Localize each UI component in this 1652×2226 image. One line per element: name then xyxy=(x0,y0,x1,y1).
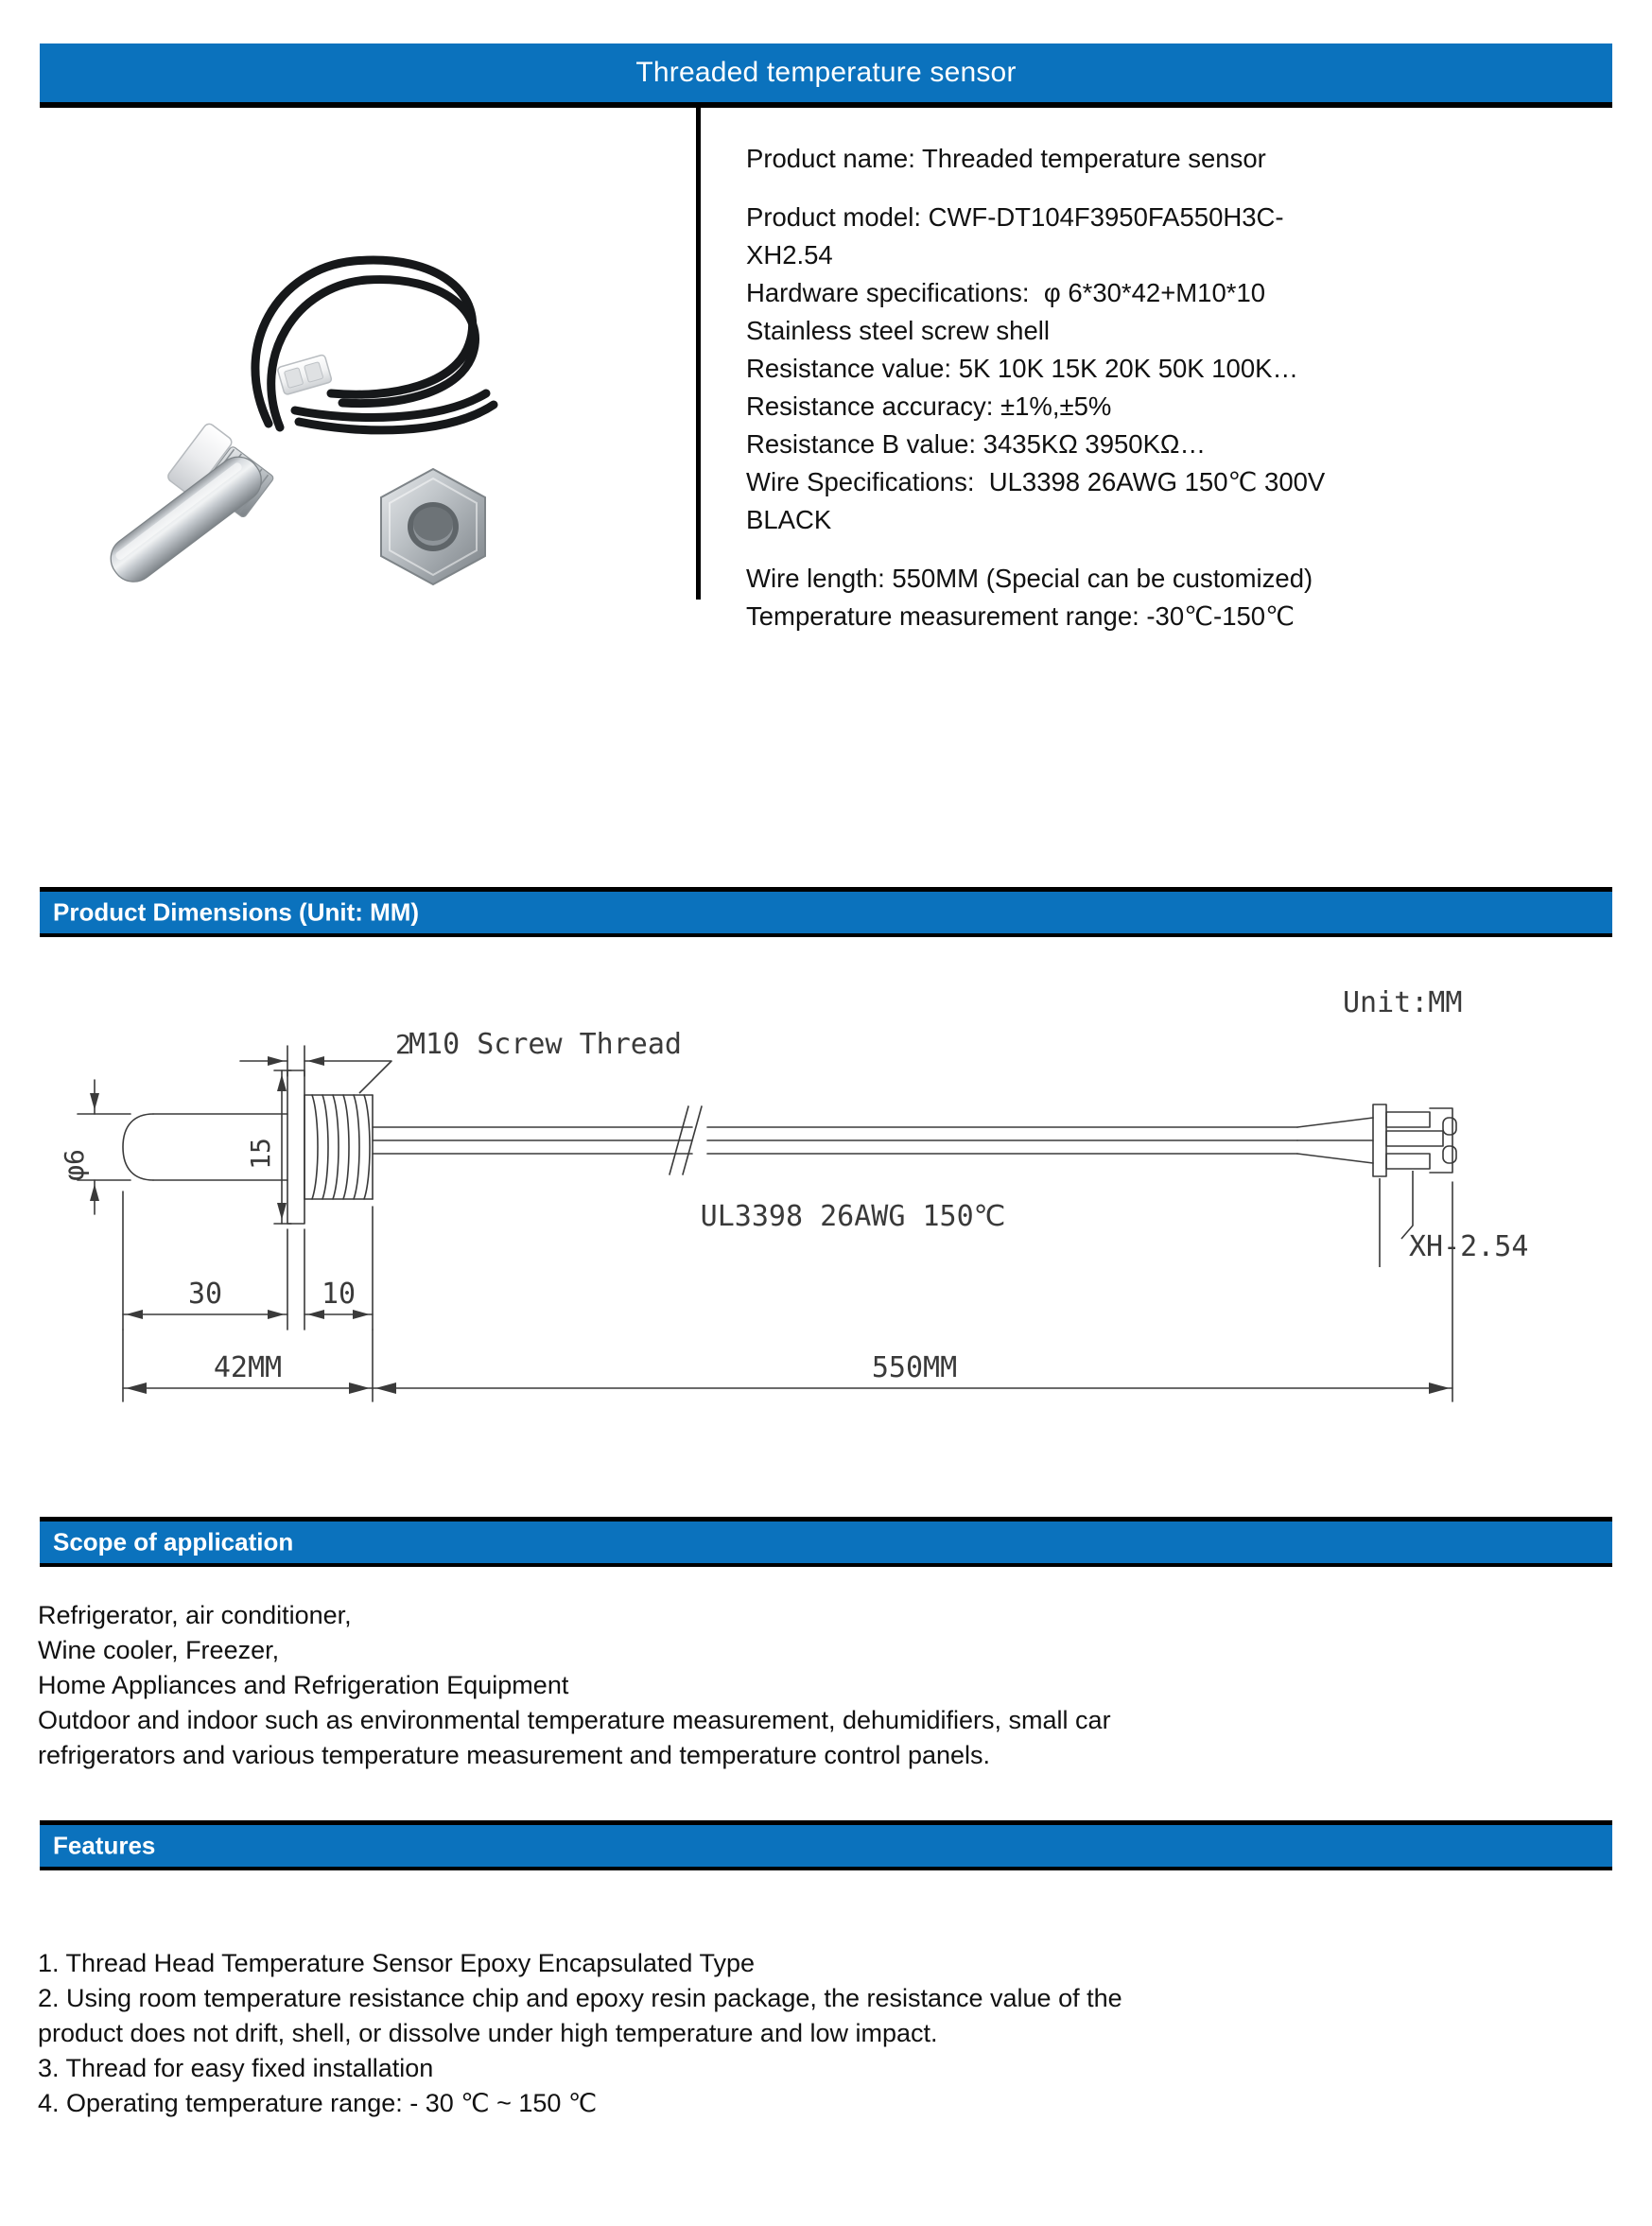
scope-line-5: refrigerators and various temperature measurement and temperature control panels. xyxy=(38,1741,991,1769)
sensor-probe-body xyxy=(102,422,274,590)
section-header-scope xyxy=(40,1517,1612,1567)
scope-line-2: Wine cooler, Freezer, xyxy=(38,1636,280,1664)
section-header-scope-label: Scope of application xyxy=(53,1527,294,1556)
drawing-label-wire-total-length: 550MM xyxy=(871,1351,958,1384)
spec-temperature-range: Temperature measurement range: -30℃-150℃ xyxy=(746,601,1295,631)
scope-line-3: Home Appliances and Refrigeration Equipment xyxy=(38,1671,569,1699)
feature-line-3: product does not drift, shell, or dissolve under high temperature and low impact. xyxy=(38,2019,938,2047)
page-title-banner xyxy=(40,43,1612,102)
hex-nut xyxy=(381,469,485,584)
spec-product-model-line2: XH2.54 xyxy=(746,240,833,270)
section-header-dimensions-label: Product Dimensions (Unit: MM) xyxy=(53,897,420,927)
scope-of-application-text xyxy=(38,1598,1626,1773)
sensor-cable xyxy=(255,260,494,430)
features-text xyxy=(38,1946,1626,2121)
feature-line-4: 3. Thread for easy fixed installation xyxy=(38,2054,434,2082)
spec-hardware-specifications: Hardware specifications: φ 6*30*42+M10*10 xyxy=(746,278,1266,307)
feature-line-1: 1. Thread Head Temperature Sensor Epoxy Encapsulated Type xyxy=(38,1949,755,1977)
page-title: Threaded temperature sensor xyxy=(635,57,1017,88)
cable-connector xyxy=(277,355,332,395)
section-header-features xyxy=(40,1820,1612,1870)
spec-resistance-accuracy: Resistance accuracy: ±1%,±5% xyxy=(746,391,1112,421)
drawing-label-connector: XH-2.54 xyxy=(1409,1230,1529,1263)
dimension-drawing-svg xyxy=(40,955,1612,1485)
spec-spacer-2 xyxy=(746,539,1597,560)
overview-vertical-divider xyxy=(696,106,701,600)
drawing-label-thread-callout: M10 Screw Thread xyxy=(409,1028,682,1061)
spec-wire-specifications: Wire Specifications: UL3398 26AWG 150℃ 300V xyxy=(746,467,1326,496)
section-header-dimensions xyxy=(40,887,1612,937)
spec-shell-material: Stainless steel screw shell xyxy=(746,316,1050,345)
product-photo-illustration xyxy=(42,110,694,601)
drawing-label-probe-length: 30 xyxy=(187,1278,223,1311)
drawing-label-total-body-length: 42MM xyxy=(213,1351,283,1384)
drawing-label-wire-callout: UL3398 26AWG 150℃ xyxy=(700,1200,1006,1233)
spec-wire-length: Wire length: 550MM (Special can be customized) xyxy=(746,564,1313,593)
spec-product-model-line1: Product model: CWF-DT104F3950FA550H3C- xyxy=(746,202,1284,232)
drawing-label-unit-note: Unit:MM xyxy=(1343,986,1463,1019)
scope-line-4: Outdoor and indoor such as environmental temperature measurement, dehumidifiers, small car xyxy=(38,1706,1111,1734)
spec-spacer-1 xyxy=(746,178,1597,199)
spec-wire-color: BLACK xyxy=(746,505,832,534)
section-header-features-label: Features xyxy=(53,1831,156,1860)
product-specifications xyxy=(746,140,1597,635)
drawing-label-flange-thickness: 2 xyxy=(395,1029,411,1060)
feature-line-2: 2. Using room temperature resistance chip and epoxy resin package, the resistance value of the xyxy=(38,1984,1122,2012)
spec-resistance-b-value: Resistance B value: 3435KΩ 3950KΩ… xyxy=(746,429,1206,459)
drawing-label-thread-length: 10 xyxy=(321,1278,356,1311)
drawing-label-flange-height: 15 xyxy=(245,1138,276,1170)
spec-resistance-value: Resistance value: 5K 10K 15K 20K 50K 100K… xyxy=(746,354,1298,383)
spec-product-name: Product name: Threaded temperature sensor xyxy=(746,144,1266,173)
drawing-label-diameter: φ6 xyxy=(59,1149,90,1181)
scope-line-1: Refrigerator, air conditioner, xyxy=(38,1601,352,1629)
dimension-drawing xyxy=(40,955,1612,1485)
feature-line-5: 4. Operating temperature range: - 30 ℃ ~ 150 ℃ xyxy=(38,2089,598,2117)
product-photo xyxy=(42,110,694,601)
